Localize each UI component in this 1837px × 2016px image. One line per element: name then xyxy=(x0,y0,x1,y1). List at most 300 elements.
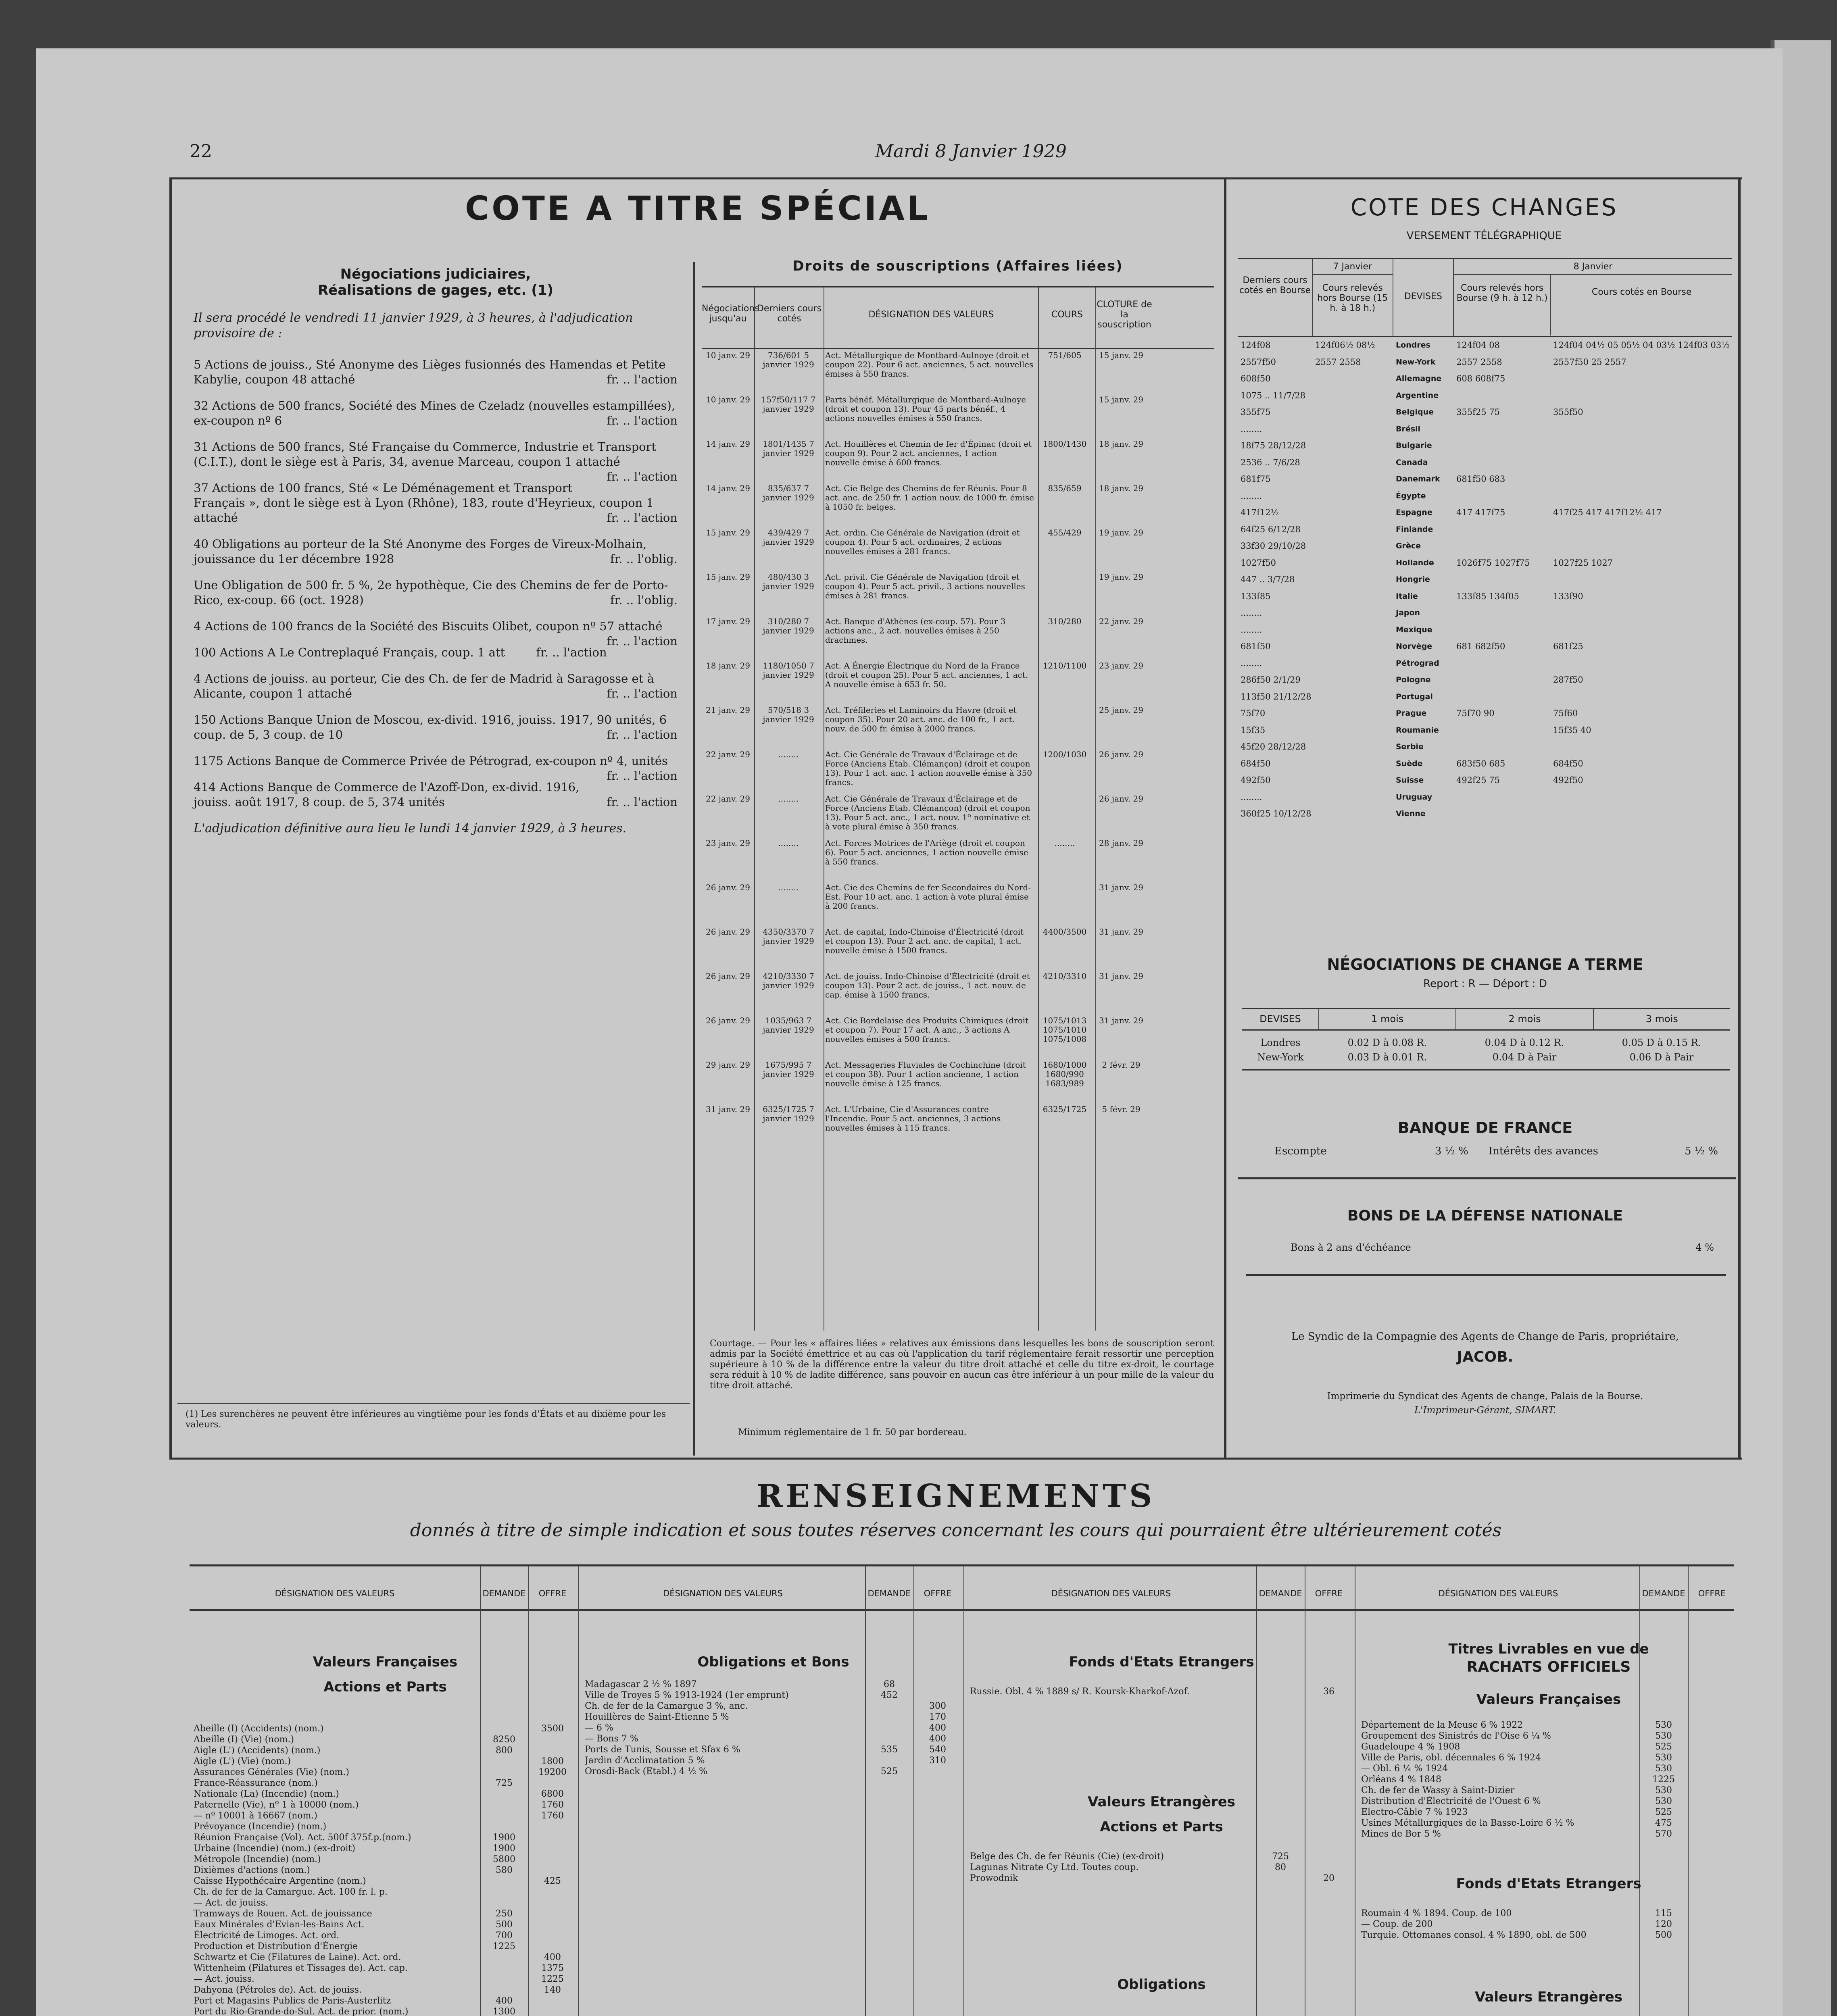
rens-row xyxy=(585,1733,962,1744)
banque-rule xyxy=(1238,1177,1736,1179)
droits-row xyxy=(702,394,1214,438)
rens-col-header xyxy=(1357,1589,1736,1598)
droits-cell-cours: 751/605 xyxy=(1048,350,1082,360)
courtage-note: Courtage. — Pour les « affaires liées » relatives aux émissions dans lesquelles les bons de souscription seront admis par la Société émettrice et au cas où l'application du tarif réglementaire ferait ressortir une perception supérieure à 10 % de la différence entre la valeur du titre droit attaché et celle du titre ex-droit, le courtage sera réduit à 10 % de ladite différence, sans pouvoir en aucun cas être inférieur à un pour mille de la valeur du titre droit attaché. xyxy=(710,1339,1214,1391)
changes-cell-hors: 681f50 683 xyxy=(1456,474,1505,484)
changes-cell-derniers: 447 .. 3/7/28 xyxy=(1241,575,1295,584)
changes-cell-bourse: 124f04 04½ 05 05½ 04 03½ 124f03 03½ xyxy=(1553,340,1730,350)
changes-row xyxy=(1238,504,1732,521)
rens-row-name: Jardin d'Acclimatation 5 % xyxy=(585,1756,705,1766)
bons-row xyxy=(1291,1242,1714,1253)
droits-cell-cloture: 26 janv. 29 xyxy=(1099,750,1143,759)
rens-row-demande xyxy=(480,1897,528,1908)
terme-cell-devise: Londres xyxy=(1260,1037,1301,1048)
rens-row xyxy=(194,1734,577,1745)
rens-row-offre xyxy=(913,1679,962,1690)
changes-cell-hors xyxy=(1454,655,1551,672)
droits-cell-date: 15 janv. 29 xyxy=(706,528,750,537)
changes-col-devises: DEVISES xyxy=(1393,259,1454,336)
banque-rates xyxy=(1274,1145,1718,1157)
changes-cell-bourse: 417f25 417 417f12½ 417 xyxy=(1553,508,1662,517)
terme-table xyxy=(1242,1008,1730,1070)
droits-cell-designation: Act. Banque d'Athènes (ex-coup. 57). Pour 3 actions anc., 2 act. nouvelles émises à 250 drachmes. xyxy=(825,616,1006,645)
terme-col-devises: DEVISES xyxy=(1242,1009,1319,1029)
rens-row-demande: 250 xyxy=(496,1909,513,1919)
rens-row-demande xyxy=(480,1887,528,1897)
changes-row xyxy=(1238,655,1732,672)
droits-cell-cloture: 31 janv. 29 xyxy=(1099,927,1143,937)
changes-cell-derniers: 1075 .. 11/7/28 xyxy=(1241,390,1306,400)
rens-row-demande xyxy=(480,1876,528,1887)
changes-cell-bourse xyxy=(1551,488,1732,505)
changes-cell-jan7 xyxy=(1313,421,1393,438)
changes-cell-devise: Mexique xyxy=(1396,625,1432,634)
changes-cell-devise: Pétrograd xyxy=(1396,658,1439,668)
rens-row xyxy=(194,1821,577,1832)
rens-row-demande xyxy=(480,1963,528,1974)
lot-item xyxy=(194,645,678,660)
rens-row-offre: 3500 xyxy=(541,1724,564,1734)
rens-row-name: Caisse Hypothécaire Argentine (nom.) xyxy=(194,1876,366,1886)
rens-row-name: Assurances Générales (Vie) (nom.) xyxy=(194,1767,349,1777)
changes-cell-derniers: 681f50 xyxy=(1241,641,1271,651)
changes-row xyxy=(1238,588,1732,605)
lot-item xyxy=(194,357,678,387)
bons-rule xyxy=(1246,1274,1726,1276)
changes-cell-hors: 2557 2558 xyxy=(1456,357,1502,367)
rens-section-heading: Actions et Parts xyxy=(1100,1819,1223,1835)
droits-cell-cours xyxy=(1036,704,1093,748)
changes-cell-bourse: 1027f25 1027 xyxy=(1553,558,1613,568)
changes-cell-jan7 xyxy=(1313,504,1393,521)
changes-row xyxy=(1238,387,1732,404)
changes-cell-jan7 xyxy=(1313,672,1393,689)
changes-cell-hors xyxy=(1454,437,1551,454)
changes-cell-hors: 681 682f50 xyxy=(1456,641,1505,651)
avances-value: 5 ½ % xyxy=(1685,1145,1718,1157)
droits-cell-cours: 1800/1430 xyxy=(1043,439,1087,449)
changes-cell-hors: 683f50 685 xyxy=(1456,758,1505,768)
changes-cell-hors: 75f70 90 xyxy=(1456,708,1495,718)
rens-row xyxy=(1361,1818,1736,1829)
changes-row xyxy=(1238,622,1732,639)
droits-row xyxy=(702,793,1214,837)
lot-unit: fr. .. l'action xyxy=(607,795,678,809)
rens-row xyxy=(585,1755,962,1766)
droits-cell-cloture: 2 févr. 29 xyxy=(1102,1060,1141,1070)
terme-cell-m2: 0.04 D à Pair xyxy=(1492,1052,1557,1063)
changes-cell-derniers: ........ xyxy=(1241,608,1262,618)
changes-cell-derniers: 681f75 xyxy=(1241,474,1271,484)
rens-row xyxy=(194,1832,577,1843)
rens-row-offre xyxy=(528,1832,577,1843)
changes-cell-devise: Finlande xyxy=(1396,525,1433,534)
droits-cell-cours: 835/659 xyxy=(1048,483,1082,493)
changes-cell-derniers: ........ xyxy=(1241,792,1262,802)
rens-row-demande xyxy=(480,1723,528,1734)
changes-row xyxy=(1238,454,1732,471)
droits-cell-cours xyxy=(1036,881,1093,926)
droits-cell-cloture: 15 janv. 29 xyxy=(1099,395,1143,404)
rens-header-demande: DEMANDE xyxy=(867,1589,911,1598)
droits-cell-designation: Act. Houillères et Chemin de fer d'Épinac (droit et coupon 9). Pour 2 act. anciennes, 1 action nouvelle émise à 600 francs. xyxy=(825,439,1032,467)
rens-row-offre xyxy=(528,1930,577,1941)
rens-row-name: Électricité de Limoges. Act. ord. xyxy=(194,1931,340,1941)
rens-row-demande: 530 xyxy=(1655,1753,1672,1763)
rens-row xyxy=(1361,1774,1736,1785)
lot-unit: fr. .. l'action xyxy=(536,646,607,659)
rens-row-name: Prowodnik xyxy=(970,1873,1018,1883)
lot-text: 100 Actions A Le Contreplaqué Français, coup. 1 att xyxy=(194,646,505,659)
rens-row-demande: 1900 xyxy=(493,1843,515,1854)
droits-cell-date: 21 janv. 29 xyxy=(706,705,750,715)
changes-table xyxy=(1238,258,1732,823)
droits-col-cloture: CLOTURE de la souscription xyxy=(1097,300,1152,330)
droits-left-border xyxy=(693,262,695,1456)
changes-cell-hors xyxy=(1454,739,1551,756)
rens-col-border xyxy=(578,1566,579,2016)
changes-cell-devise: Hongrie xyxy=(1396,575,1430,584)
rens-row-offre xyxy=(913,1690,962,1701)
droits-vline-4 xyxy=(1095,347,1096,1331)
changes-row xyxy=(1238,471,1732,488)
rens-row-offre: 400 xyxy=(929,1723,946,1733)
changes-cell-hors: 417 417f75 xyxy=(1456,508,1505,517)
rens-row xyxy=(1361,1807,1736,1818)
rens-row-name: Groupement des Sinistrés de l'Oise 6 ¼ % xyxy=(1361,1731,1551,1741)
imprimerie-line: Imprimerie du Syndicat des Agents de change, Palais de la Bourse. xyxy=(1327,1391,1643,1402)
droits-table xyxy=(702,286,1214,1333)
droits-cell-derniers: 480/430 3 janvier 1929 xyxy=(763,572,814,591)
rens-row-offre xyxy=(1688,1796,1736,1807)
lot-item xyxy=(194,780,678,810)
changes-cell-devise: Londres xyxy=(1396,341,1430,350)
rens-row-demande: 120 xyxy=(1655,1919,1672,1929)
negociations-intro: Il sera procédé le vendredi 11 janvier 1929, à 3 heures, à l'adjudication provisoire de : xyxy=(194,311,633,340)
rachats-heading-2: RACHATS OFFICIELS xyxy=(1466,1659,1631,1675)
droits-row xyxy=(702,970,1214,1014)
droits-cell-designation: Act. Cie des Chemins de fer Secondaires du Nord-Est. Pour 10 act. anc. 1 action à vote plural émise à 200 francs. xyxy=(825,883,1031,911)
changes-row xyxy=(1238,571,1732,588)
rens-row-name: Usines Métallurgiques de la Basse-Loire 6 ½ % xyxy=(1361,1818,1574,1828)
droits-cell-derniers: 157f50/117 7 janvier 1929 xyxy=(761,395,816,414)
rens-row xyxy=(194,1995,577,2006)
changes-cell-hors: 608 608f75 xyxy=(1456,374,1505,383)
droits-cell-designation: Act. Messageries Fluviales de Cochinchine (droit et coupon 38). Pour 1 action ancienne, 1 action nouvelle émise à 125 francs. xyxy=(825,1060,1026,1088)
rens-row xyxy=(194,1897,577,1908)
changes-cell-jan7 xyxy=(1313,471,1393,488)
rens-header-designation: DÉSIGNATION DES VALEURS xyxy=(275,1589,395,1598)
droits-cell-date: 26 janv. 29 xyxy=(706,883,750,892)
rens-section-heading: Valeurs Etrangères xyxy=(1087,1794,1235,1810)
droits-cell-cours: 1200/1030 xyxy=(1043,750,1087,759)
rens-row-name: Mines de Bor 5 % xyxy=(1361,1829,1441,1839)
droits-cell-date: 14 janv. 29 xyxy=(706,483,750,493)
lot-text: 4 Actions de 100 francs de la Société des Biscuits Olibet, coupon nº 57 attaché xyxy=(194,619,663,633)
rens-row-demande: 800 xyxy=(496,1745,513,1756)
droits-heading: Droits de souscriptions (Affaires liées) xyxy=(792,258,1123,274)
rens-row-name: — Act. jouiss. xyxy=(194,1974,254,1984)
droits-cell-cloture: 19 janv. 29 xyxy=(1099,572,1143,582)
changes-row xyxy=(1238,672,1732,689)
rens-row-demande xyxy=(480,1767,528,1778)
rens-row xyxy=(194,1854,577,1865)
rens-row xyxy=(1361,1919,1736,1930)
rens-row-name: Russie. Obl. 4 % 1889 s/ R. Koursk-Kharkof-Azof. xyxy=(970,1687,1190,1697)
rens-row-offre xyxy=(528,1734,577,1745)
lot-text: Une Obligation de 500 fr. 5 %, 2e hypothèque, Cie des Chemins de fer de Porto-Rico, ex-coup. 66 (oct. 1928) xyxy=(194,578,668,607)
rens-row-offre: 300 xyxy=(929,1701,946,1711)
droits-cell-date: 15 janv. 29 xyxy=(706,572,750,582)
droits-row xyxy=(702,615,1214,660)
changes-cell-derniers: 124f08 xyxy=(1241,340,1271,350)
rens-row-demande xyxy=(480,1756,528,1767)
rens-row-name: Electro-Câble 7 % 1923 xyxy=(1361,1807,1468,1817)
lot-unit: fr. .. l'action xyxy=(607,373,678,386)
changes-col-jan8: 8 Janvier xyxy=(1454,259,1732,275)
changes-cell-devise: Brésil xyxy=(1396,424,1421,433)
changes-cell-bourse: 287f50 xyxy=(1553,675,1583,685)
changes-cell-jan7 xyxy=(1313,756,1393,773)
rens-row-name: Belge des Ch. de fer Réunis (Cie) (ex-droit) xyxy=(970,1851,1164,1862)
droits-cell-derniers: 736/601 5 janvier 1929 xyxy=(763,350,814,369)
droits-cell-designation: Act. L'Urbaine, Cie d'Assurances contre l'Incendie. Pour 5 act. anciennes, 3 actions nouvelles émises à 115 francs. xyxy=(825,1104,1001,1133)
rens-row xyxy=(194,1723,577,1734)
droits-cell-designation: Parts bénéf. Métallurgique de Montbard-Aulnoye (droit et coupon 13). Pour 45 parts bénéf., 4 actions nouvelles émises à 550 francs. xyxy=(825,395,1026,423)
rens-row-demande: 530 xyxy=(1655,1796,1672,1806)
footnote: (1) Les surenchères ne peuvent être inférieures au vingtième pour les fonds d'États et au dixième pour les valeurs. xyxy=(186,1409,666,1430)
top-rule xyxy=(169,177,1742,179)
changes-cell-bourse xyxy=(1551,521,1732,538)
changes-row xyxy=(1238,806,1732,823)
terme-col-1m: 1 mois xyxy=(1319,1009,1456,1029)
rens-row-name: Tramways de Rouen. Act. de jouissance xyxy=(194,1909,372,1919)
rens-row-offre: 400 xyxy=(929,1734,946,1744)
changes-cell-derniers: 1027f50 xyxy=(1241,558,1276,568)
droits-cell-designation: Act. Forces Motrices de l'Ariège (droit et coupon 6). Pour 5 act. anciennes, 1 action nouvelle émise à 550 francs. xyxy=(825,838,1028,866)
changes-cell-devise: Hollande xyxy=(1396,558,1434,567)
rens-row-offre: 1760 xyxy=(541,1811,564,1821)
rens-header-offre: OFFRE xyxy=(1698,1589,1726,1598)
changes-cell-derniers: ........ xyxy=(1241,658,1262,668)
rens-row xyxy=(1361,1908,1736,1919)
droits-cell-cours: ........ xyxy=(1054,838,1075,848)
rens-row-demande xyxy=(480,1985,528,1995)
rens-row-name: Ports de Tunis, Sousse et Sfax 6 % xyxy=(585,1745,740,1755)
rens-row xyxy=(1361,1720,1736,1731)
rens-row-name: Schwartz et Cie (Filatures de Laine). Act. ord. xyxy=(194,1952,401,1962)
droits-col-date: Négociations jusqu'au xyxy=(702,287,755,348)
rens-row-demande xyxy=(865,1712,913,1722)
rens-row-offre xyxy=(528,1821,577,1832)
terme-cell-m2: 0.04 D à 0.12 R. xyxy=(1485,1037,1564,1048)
rens-row xyxy=(194,1974,577,1985)
rens-row-offre: 1760 xyxy=(541,1800,564,1810)
lot-item xyxy=(194,398,678,428)
changes-cell-jan7 xyxy=(1313,739,1393,756)
terme-cell-m1: 0.03 D à 0.01 R. xyxy=(1347,1052,1427,1063)
rens-col-border xyxy=(963,1566,964,2016)
changes-cell-jan7 xyxy=(1313,605,1393,622)
rens-row-demande: 530 xyxy=(1655,1764,1672,1774)
rens-row-demande: 525 xyxy=(1655,1807,1672,1817)
lot-text: 150 Actions Banque Union de Moscou, ex-divid. 1916, jouiss. 1917, 90 unités, 6 coup. de 5, 3 coup. de 10 xyxy=(194,713,667,741)
rens-row-offre xyxy=(1688,1731,1736,1741)
rens-row-name: Abeille (I) (Vie) (nom.) xyxy=(194,1735,294,1745)
rens-row-offre xyxy=(1305,1862,1353,1873)
droits-cell-cours: 4400/3500 xyxy=(1043,927,1087,937)
changes-cell-jan7 xyxy=(1313,789,1393,806)
rens-row-demande xyxy=(480,1810,528,1821)
changes-cell-bourse: 133f90 xyxy=(1553,591,1583,601)
page-number: 22 xyxy=(190,141,212,162)
droits-row xyxy=(702,571,1214,615)
lot-text: 4 Actions de jouiss. au porteur, Cie des Ch. de fer de Madrid à Saragosse et à Alicante, coupon 1 attaché xyxy=(194,672,654,700)
rens-row-offre xyxy=(1305,1851,1353,1862)
gerant-line: L'Imprimeur-Gérant, SIMART. xyxy=(1414,1405,1556,1416)
changes-cell-devise: Suisse xyxy=(1396,776,1424,785)
droits-cell-derniers: 570/518 3 janvier 1929 xyxy=(763,705,814,724)
changes-cell-bourse xyxy=(1551,538,1732,555)
rens-row-offre: 400 xyxy=(544,1952,561,1962)
rens-row-name: Orléans 4 % 1848 xyxy=(1361,1774,1442,1785)
droits-cell-cloture: 22 janv. 29 xyxy=(1099,616,1143,626)
lot-item xyxy=(194,578,678,608)
changes-cell-hors xyxy=(1454,571,1551,588)
droits-cell-cours xyxy=(1036,793,1093,837)
changes-cell-derniers: 684f50 xyxy=(1241,758,1271,768)
rens-row xyxy=(194,1865,577,1876)
rens-row xyxy=(194,1919,577,1930)
changes-cell-hors xyxy=(1454,454,1551,471)
rens-row-demande xyxy=(480,1799,528,1810)
droits-cell-derniers: 1801/1435 7 janvier 1929 xyxy=(763,439,814,458)
middle-rule xyxy=(169,1458,1742,1460)
rens-row-offre xyxy=(528,1908,577,1919)
left-border xyxy=(169,177,172,1458)
rens-row-offre xyxy=(1688,1774,1736,1785)
rens-row-demande: 570 xyxy=(1655,1829,1672,1839)
courtage-minimum: Minimum réglementaire de 1 fr. 50 par bordereau. xyxy=(738,1427,967,1437)
rens-row-demande: 530 xyxy=(1655,1731,1672,1741)
rens-row-demande: 700 xyxy=(496,1931,513,1941)
lots-list xyxy=(194,357,678,810)
rens-row-name: Lagunas Nitrate Cy Ltd. Toutes coup. xyxy=(970,1862,1139,1872)
rens-row-offre xyxy=(528,1843,577,1854)
renseignements-subtitle: donnés à titre de simple indication et sous toutes réserves concernant les cours qui pourraient être ultérieurement cotés xyxy=(410,1520,1502,1541)
changes-cell-bourse xyxy=(1551,806,1732,823)
rens-header-demande: DEMANDE xyxy=(1642,1589,1685,1598)
changes-cell-devise: Japon xyxy=(1396,608,1420,617)
rens-row-name: Port du Rio-Grande-do-Sul. Act. de prior. (nom.) xyxy=(194,2007,409,2016)
changes-cell-bourse xyxy=(1551,689,1732,706)
rens-row-offre xyxy=(1688,1818,1736,1829)
rens-row-demande xyxy=(480,1952,528,1963)
rens-row-name: Nationale (La) (Incendie) (nom.) xyxy=(194,1789,339,1799)
lot-unit: fr. .. l'action xyxy=(607,769,678,783)
droits-row xyxy=(702,1059,1214,1103)
changes-cell-derniers: ........ xyxy=(1241,491,1262,501)
rens-row-name: Distribution d'Électricité de l'Ouest 6 % xyxy=(1361,1796,1541,1806)
changes-row xyxy=(1238,739,1732,756)
rens-row-demande: 500 xyxy=(496,1920,513,1930)
changes-cell-devise: Espagne xyxy=(1396,508,1432,517)
droits-cell-designation: Act. Cie Belge des Chemins de fer Réunis. Pour 8 act. anc. de 250 fr. 1 action nouv. de 1000 fr. émise à 1050 fr. belges. xyxy=(825,483,1034,512)
lot-item xyxy=(194,754,678,783)
changes-cell-hors xyxy=(1454,538,1551,555)
changes-row xyxy=(1238,521,1732,538)
rens-row-name: Guadeloupe 4 % 1908 xyxy=(1361,1742,1460,1752)
rens-row-name: France-Réassurance (nom.) xyxy=(194,1778,318,1788)
changes-cell-devise: Argentine xyxy=(1396,391,1439,400)
rens-row xyxy=(194,1985,577,1995)
changes-cell-derniers: 492f50 xyxy=(1241,775,1271,785)
lot-text: 40 Obligations au porteur de la Sté Anonyme des Forges de Vireux-Molhain, jouissance du 1er décembre 1928 xyxy=(194,537,647,566)
changes-cell-bourse: 355f50 xyxy=(1553,407,1583,417)
rens-header-demande: DEMANDE xyxy=(482,1589,526,1598)
lot-item xyxy=(194,712,678,742)
rens-row-name: — 6 % xyxy=(585,1723,613,1733)
changes-cell-jan7: 124f06½ 08½ xyxy=(1315,340,1375,350)
lot-unit: fr. .. l'action xyxy=(607,414,678,427)
droits-cell-date: 22 janv. 29 xyxy=(706,794,750,804)
droits-cell-designation: Act. privil. Cie Générale de Navigation (droit et coupon 4). Pour 5 act. privil., 3 actions nouvelles émises à 281 francs. xyxy=(825,572,1025,600)
rens-row xyxy=(585,1722,962,1733)
changes-cell-devise: Norvège xyxy=(1396,642,1432,651)
changes-cell-devise: Uruguay xyxy=(1396,792,1432,802)
rens-row-name: Madagascar 2 ½ % 1897 xyxy=(585,1679,697,1689)
changes-cell-jan7 xyxy=(1313,772,1393,789)
lot-unit: fr. .. l'oblig. xyxy=(610,593,678,607)
rens-row-offre xyxy=(528,1745,577,1756)
rens-section-heading: Valeurs Françaises xyxy=(1476,1691,1621,1708)
rens-section-heading: Fonds d'Etats Etrangers xyxy=(1456,1876,1641,1892)
rens-row-offre xyxy=(528,1897,577,1908)
rens-row-name: — Coup. de 200 xyxy=(1361,1919,1433,1929)
lot-unit: fr. .. l'action xyxy=(607,634,678,648)
rens-row-name: Ch. de fer de la Camargue 3 %, anc. xyxy=(585,1701,748,1711)
rens-row-offre xyxy=(1688,1785,1736,1796)
rens-row-name: Aigle (L') (Vie) (nom.) xyxy=(194,1756,291,1766)
terme-col-2m: 2 mois xyxy=(1456,1009,1593,1029)
rens-row-demande xyxy=(865,1701,913,1712)
droits-cell-designation: Act. ordin. Cie Générale de Navigation (droit et coupon 4). Pour 5 act. ordinaires, 2 actions nouvelles émises à 281 francs. xyxy=(825,528,1020,556)
changes-cell-derniers: 113f50 21/12/28 xyxy=(1241,691,1312,702)
rens-row-offre xyxy=(1688,1741,1736,1752)
droits-vline-1 xyxy=(754,347,755,1331)
rens-row xyxy=(194,1789,577,1799)
page-date: Mardi 8 Janvier 1929 xyxy=(875,141,1067,162)
droits-cell-derniers: 835/637 7 janvier 1929 xyxy=(763,483,814,502)
negociations-heading-2: Réalisations de gages, etc. (1) xyxy=(317,282,554,298)
droits-cell-designation: Act. Cie Générale de Travaux d'Éclairage et de Force (Anciens Etab. Clémançon) (droit et coupon 13). Pour 1 act. anc. 1 action nouvelle émise à 350 francs. xyxy=(825,750,1032,787)
changes-cell-derniers: 133f85 xyxy=(1241,591,1271,601)
changes-cell-devise: Vienne xyxy=(1396,809,1426,818)
changes-cell-hors xyxy=(1454,672,1551,689)
changes-cell-bourse: 2557f50 25 2557 xyxy=(1553,357,1626,367)
rens-row xyxy=(585,1679,962,1690)
rens-row-offre xyxy=(1688,1930,1736,1941)
changes-cell-jan7: 2557 2558 xyxy=(1315,357,1361,367)
changes-row xyxy=(1238,756,1732,773)
rens-col-4 xyxy=(1361,1641,1736,2016)
rens-row-name: Orosdi-Back (Etabl.) 4 ½ % xyxy=(585,1766,708,1776)
rens-row-demande: 1225 xyxy=(493,1941,515,1951)
rens-row xyxy=(585,1712,962,1722)
rens-row xyxy=(194,1908,577,1919)
droits-cell-date: 22 janv. 29 xyxy=(706,750,750,759)
rens-row-offre xyxy=(528,1887,577,1897)
